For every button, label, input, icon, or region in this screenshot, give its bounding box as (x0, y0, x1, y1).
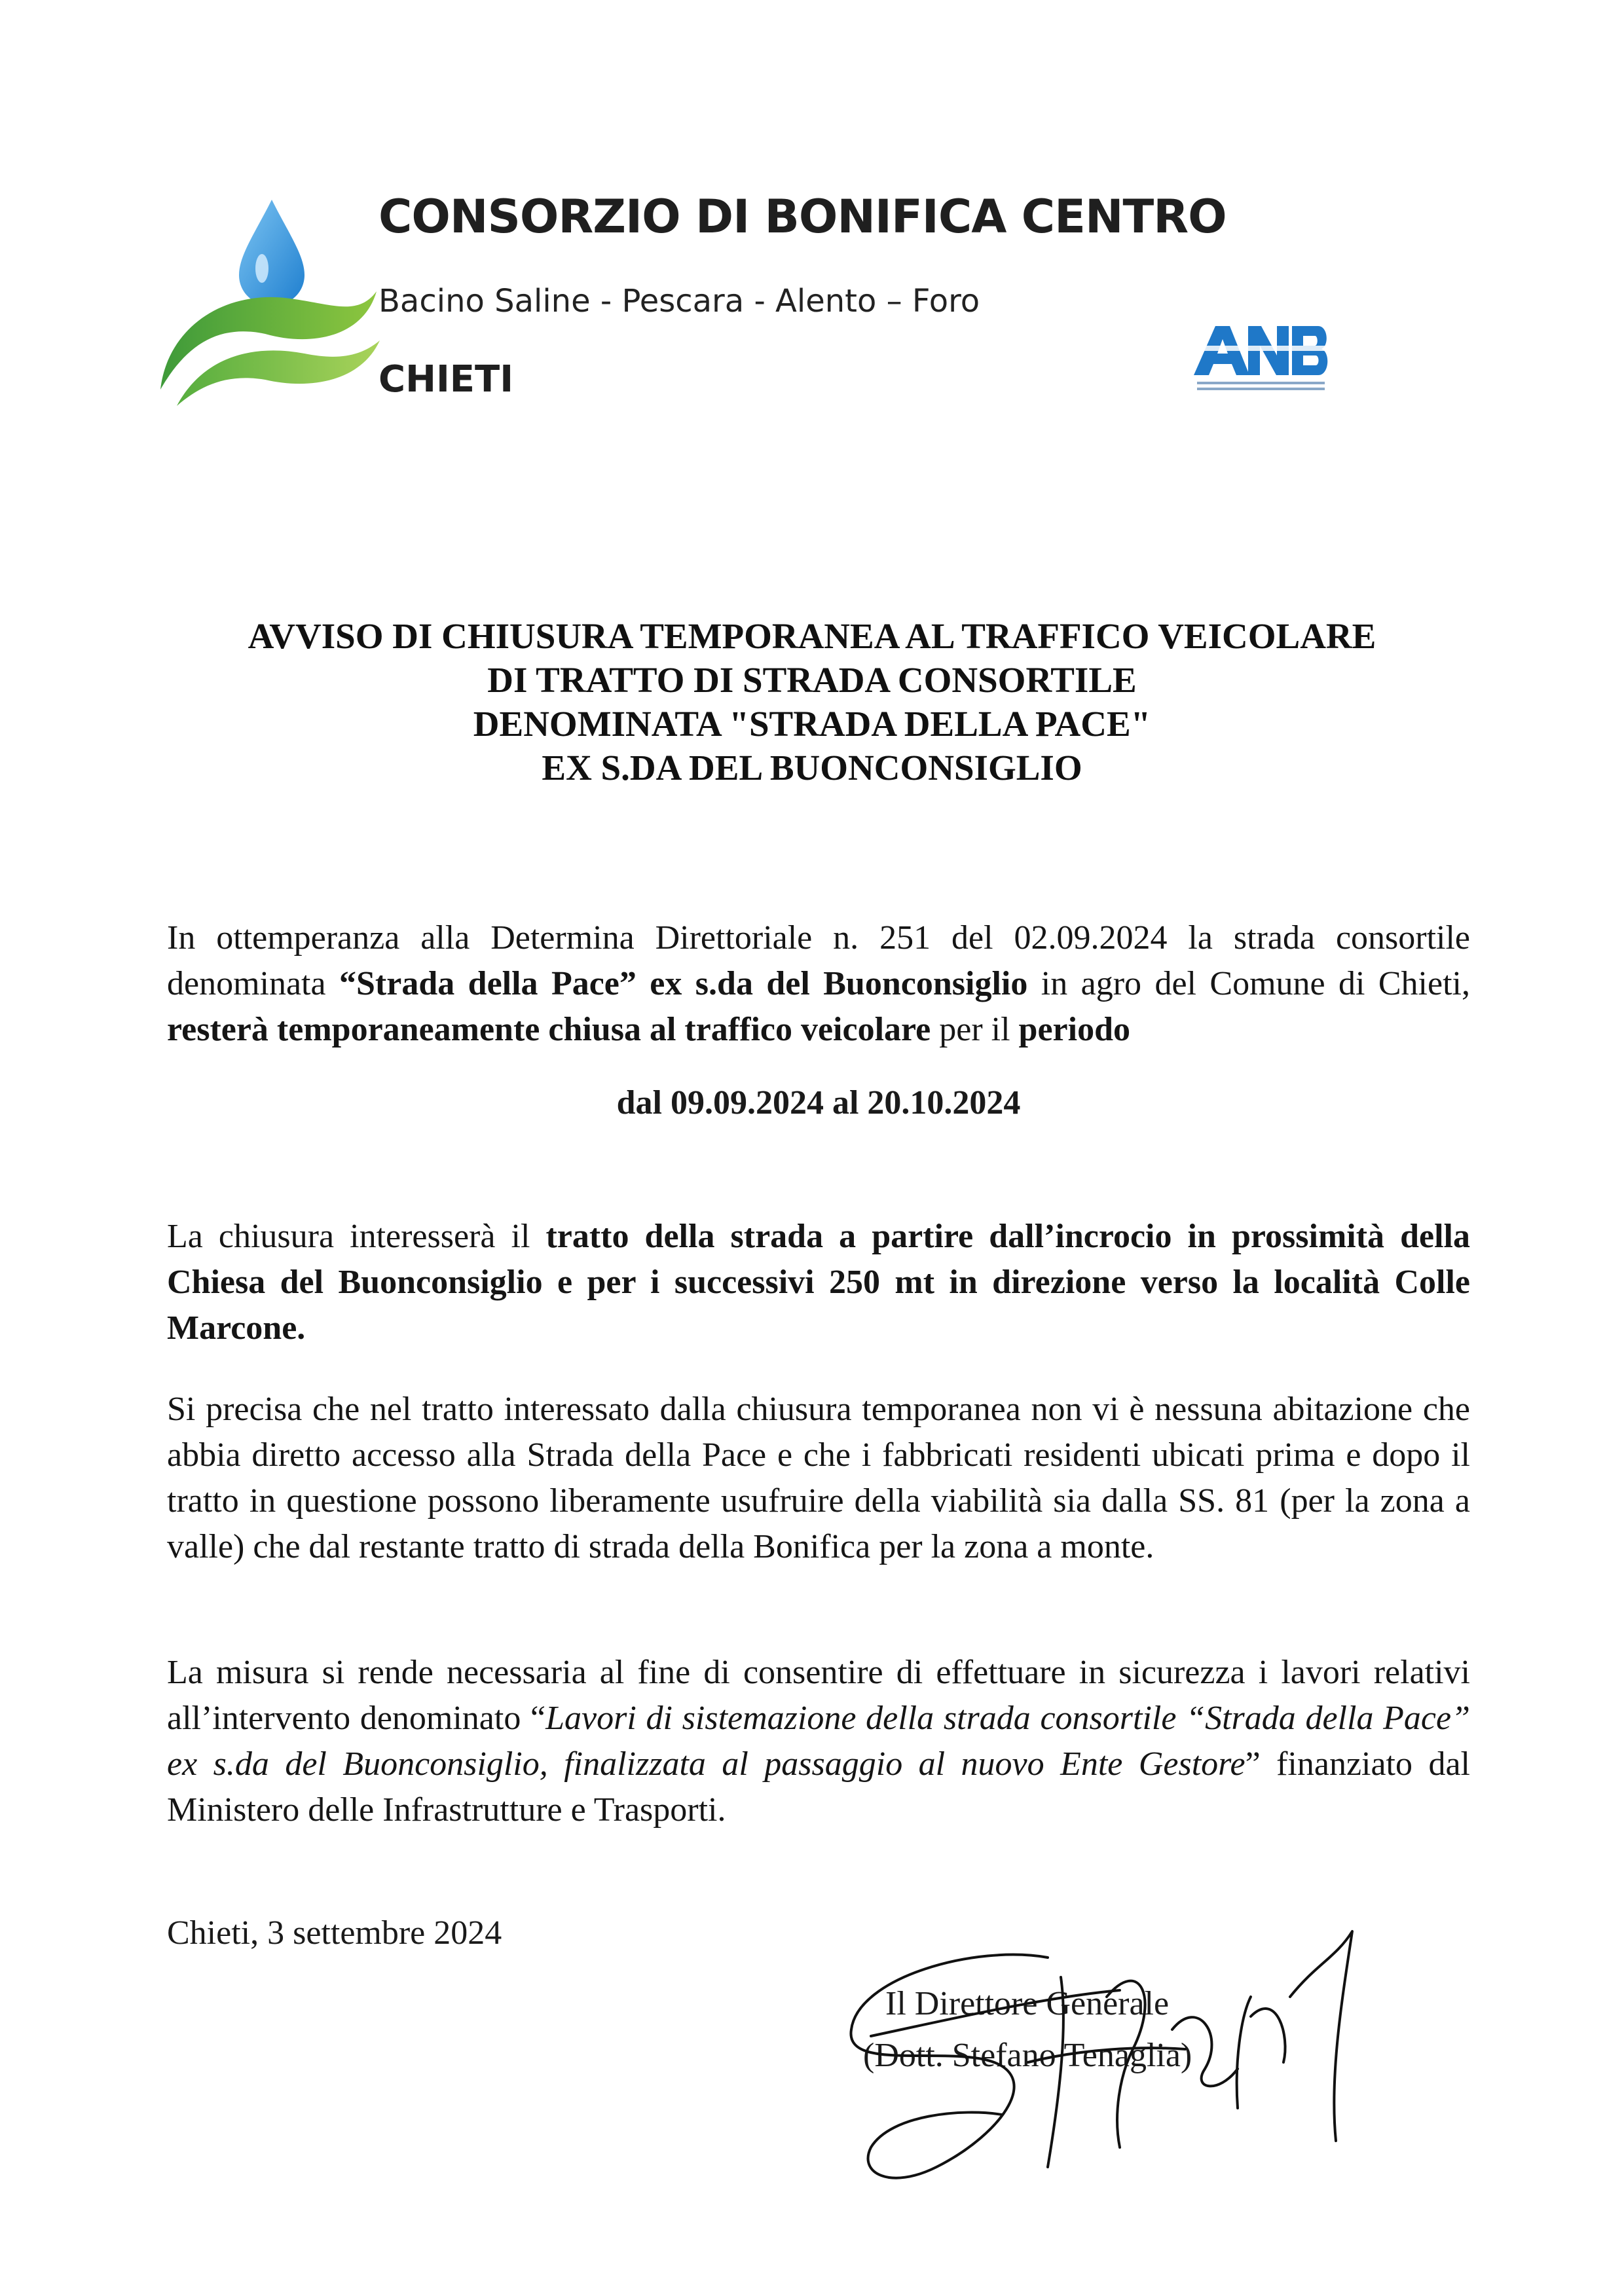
title-line-2: DI TRATTO DI STRADA CONSORTILE (487, 660, 1137, 700)
organization-name: CONSORZIO DI BONIFICA CENTRO (378, 190, 1227, 244)
title-line-3: DENOMINATA "STRADA DELLA PACE" (473, 704, 1151, 744)
paragraph-determina (167, 915, 1470, 1053)
paragraph-access: Si precisa che nel tratto interessato dalla chiusura temporanea non vi è nessuna abitazione che abbia diretto accesso alla Strada della Pace e che i fabbricati residenti ubicati prima e dopo il tratto in questione possono liberamente usufruire della viabilità sia dalla SS. 81 (per la zona a valle) che dal restante tratto di strada della Bonifica per la zona a monte. (167, 1391, 1470, 1565)
works-title-italic: Lavori di sistemazione della strada consortile “Strada della Pace” ex s.da del Buonconsiglio, finalizzata al passaggio al nuovo Ente Gestore (167, 1700, 1470, 1783)
basin-subtitle: Bacino Saline - Pescara - Alento – Foro (378, 283, 980, 319)
paragraph-text: per il (931, 1011, 1019, 1048)
paragraph-text: La misura si rende necessaria al fine di consentire di effettuare in sicurezza i lavori relativi all’intervento denominato “ (167, 1654, 1470, 1737)
section-description-bold: tratto della strada a partire dall’incrocio in prossimità della Chiesa del Buonconsiglio e per i successivi 250 mt in direzione verso la località Colle Marcone. (167, 1218, 1470, 1347)
city-name: CHIETI (378, 358, 514, 401)
closure-bold: resterà temporaneamente chiusa al traffico veicolare (167, 1011, 931, 1048)
closure-period: dal 09.09.2024 al 20.10.2024 (616, 1084, 1021, 1121)
period-word-bold: periodo (1018, 1011, 1130, 1048)
notice-title (131, 614, 1493, 790)
paragraph-section (167, 1214, 1470, 1351)
anbi-logo-icon (1190, 319, 1331, 398)
title-line-1: AVVISO DI CHIUSURA TEMPORANEA AL TRAFFICO VEICOLARE (248, 616, 1376, 656)
title-line-4: EX S.DA DEL BUONCONSIGLIO (542, 748, 1082, 788)
water-drop-leaves-logo-icon (141, 193, 390, 409)
paragraph-text: in agro del Comune di Chieti, (1027, 965, 1470, 1002)
signer-role: Il Direttore Generale (885, 1985, 1170, 2022)
paragraph-text: In ottemperanza alla Determina Direttoriale n. 251 del 02.09.2024 la strada consortile denominata (167, 919, 1470, 1002)
paragraph-text: ” finanziato dal Ministero delle Infrastrutture e Trasporti. (167, 1745, 1470, 1829)
signer-name: (Dott. Stefano Tenaglia) (863, 2037, 1192, 2074)
paragraph-works (167, 1650, 1470, 1833)
road-name-bold: “Strada della Pace” ex s.da del Buonconsiglio (339, 965, 1028, 1002)
paragraph-text: La chiusura interesserà il (167, 1218, 546, 1255)
place-date: Chieti, 3 settembre 2024 (167, 1914, 502, 1952)
